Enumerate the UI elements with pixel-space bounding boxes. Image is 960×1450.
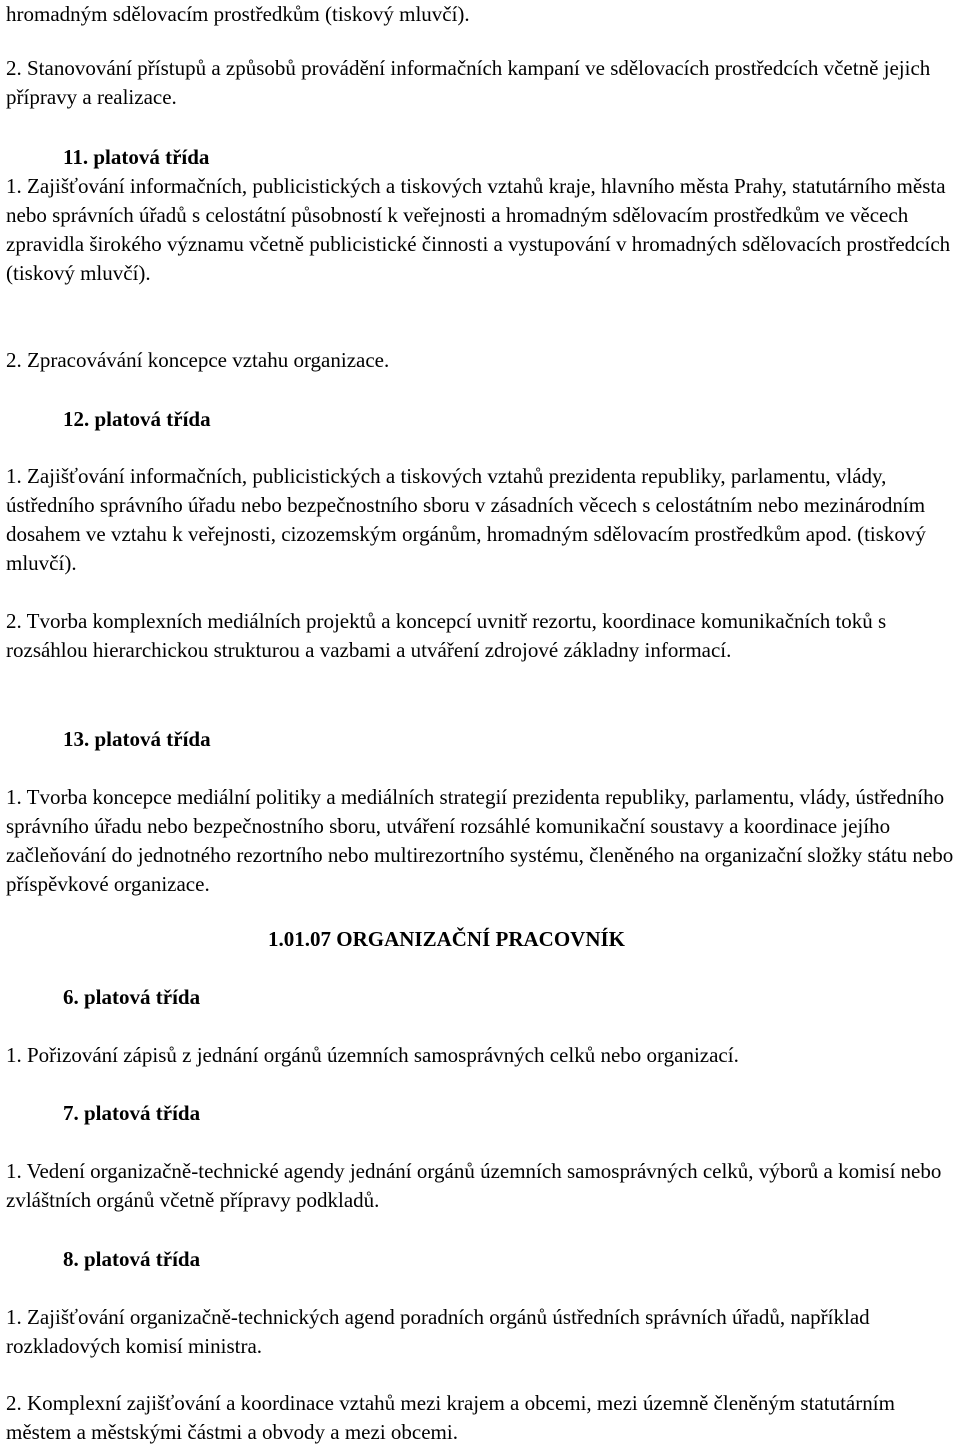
paragraph-8-2: 2. Komplexní zajišťování a koordinace vztahů mezi krajem a obcemi, mezi územně členěným statutárním městem a městskými částmi a obvody a mezi obcemi. — [6, 1391, 895, 1444]
heading-class-11: 11. platová třída — [63, 145, 210, 169]
heading-class-12: 12. platová třída — [63, 407, 211, 431]
section-title-organizational-worker: 1.01.07 ORGANIZAČNÍ PRACOVNÍK — [268, 927, 626, 951]
heading-class-8: 8. platová třída — [63, 1247, 201, 1271]
paragraph-campaigns: 2. Stanovování přístupů a způsobů provádění informačních kampaní ve sdělovacích prostředcích včetně jejich přípravy a realizace. — [6, 56, 931, 109]
paragraph-6-1: 1. Pořizování zápisů z jednání orgánů územních samosprávných celků nebo organizací. — [6, 1043, 739, 1067]
heading-class-7: 7. platová třída — [63, 1101, 201, 1125]
heading-class-13: 13. platová třída — [63, 727, 211, 751]
paragraph-press-spokesperson-end: hromadným sdělovacím prostředkům (tiskový mluvčí). — [6, 2, 470, 26]
paragraph-12-1: 1. Zajišťování informačních, publicistických a tiskových vztahů prezidenta republiky, parlamentu, vlády, ústředního správního úřadu nebo bezpečnostního sboru v zásadních věcech s celostátním nebo mezinárodním dosahem ve vztahu k veřejnosti, cizozemským orgánům, hromadným sdělovacím prostředkům apod. (tiskový mluvčí). — [6, 464, 926, 575]
paragraph-8-1: 1. Zajišťování organizačně-technických agend poradních orgánů ústředních správních úřadů, například rozkladových komisí ministra. — [6, 1305, 870, 1358]
paragraph-13-1: 1. Tvorba koncepce mediální politiky a mediálních strategií prezidenta republiky, parlamentu, vlády, ústředního správního úřadu nebo bezpečnostního sboru, utváření rozsáhlé komunikační soustavy a koordinace jejího začleňování do jednotného rezortního nebo multirezortního systému, členěného na organizační složky státu nebo příspěvkové organizace. — [6, 785, 954, 896]
paragraph-7-1: 1. Vedení organizačně-technické agendy jednání orgánů územních samosprávných celků, výborů a komisí nebo zvláštních orgánů včetně přípravy podkladů. — [6, 1159, 942, 1212]
heading-class-6: 6. platová třída — [63, 985, 201, 1009]
paragraph-11-2: 2. Zpracovávání koncepce vztahu organizace. — [6, 348, 390, 372]
paragraph-11-1: 1. Zajišťování informačních, publicistických a tiskových vztahů kraje, hlavního města Prahy, statutárního města nebo správních úřadů s celostátní působností k veřejnosti a hromadným sdělovacím prostředkům ve věcech zpravidla širokého významu včetně publicistické činnosti a vystupování v hromadných sdělovacích prostředcích (tiskový mluvčí). — [6, 174, 951, 285]
paragraph-12-2: 2. Tvorba komplexních mediálních projektů a koncepcí uvnitř rezortu, koordinace komunikačních toků s rozsáhlou hierarchickou strukturou a vazbami a utváření zdrojové základny informací. — [6, 609, 887, 662]
